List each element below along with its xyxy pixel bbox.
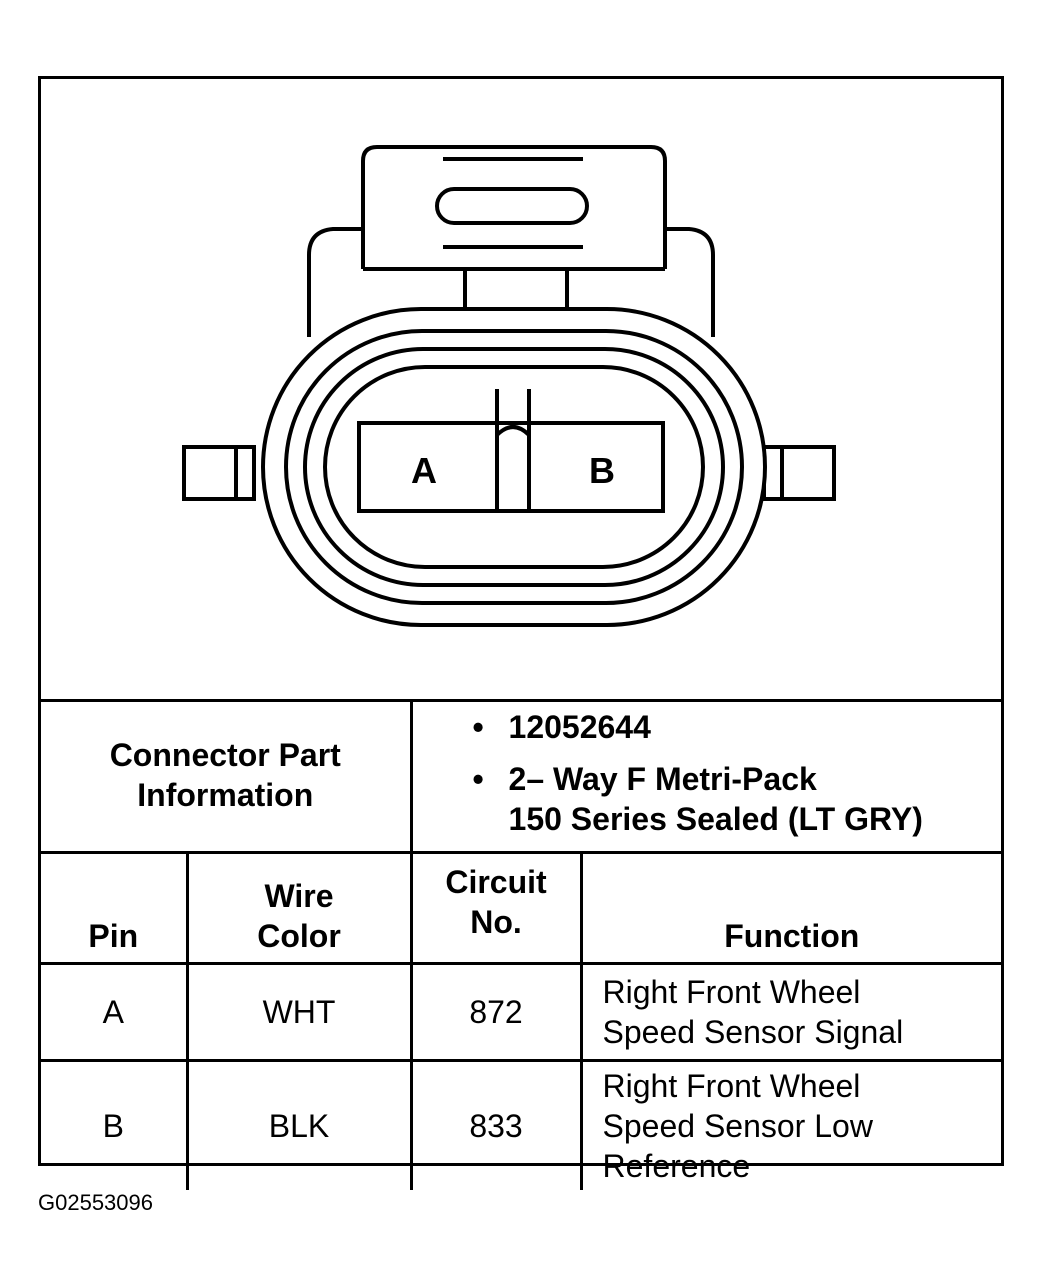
part-info-values [411, 699, 1001, 853]
header-wire-line2: Color [257, 918, 341, 954]
connector-figure-frame [38, 76, 1004, 1184]
part-description-item [473, 759, 1002, 839]
header-wire-line1: Wire [264, 878, 334, 914]
function-line: Speed Sensor Low [602, 1108, 873, 1144]
wire-color-cell: WHT [187, 964, 411, 1061]
pin-cell: B [41, 1061, 187, 1191]
table-row [41, 964, 1001, 1061]
header-pin-label: Pin [88, 918, 139, 954]
side-tab-left [184, 447, 254, 499]
pin-cell: A [41, 964, 187, 1061]
wire-color-cell: BLK [187, 1061, 411, 1191]
header-pin [41, 853, 187, 964]
header-row [41, 853, 1001, 964]
function-line: Speed Sensor Signal [602, 1014, 904, 1050]
connector-info-table [41, 699, 1001, 1190]
part-description-line1: 2– Way F Metri-Pack [508, 761, 817, 797]
table-row [41, 1061, 1001, 1191]
circuit-cell: 833 [411, 1061, 581, 1191]
header-wire-color [187, 853, 411, 964]
lock-ear-right [665, 229, 713, 337]
tab-slot [437, 189, 587, 223]
function-cell [581, 964, 1001, 1061]
bullet-icon: • [472, 761, 484, 797]
housing-outer [263, 309, 765, 625]
part-number: 12052644 [508, 709, 651, 745]
part-info-label [41, 699, 411, 853]
side-tab-right [764, 447, 834, 499]
bullet-icon: • [472, 709, 484, 745]
function-line: Right Front Wheel [602, 974, 861, 1010]
part-number-item [473, 707, 1002, 747]
cavity-label-a: A [411, 450, 437, 491]
part-info-row [41, 699, 1001, 853]
lock-ear-left [309, 229, 363, 337]
connector-drawing [41, 79, 1001, 702]
part-info-label-line1: Connector Part [109, 737, 341, 773]
locking-tab [363, 147, 665, 269]
header-circuit [411, 853, 581, 964]
cavity-label-b: B [589, 450, 615, 491]
function-line: Right Front Wheel [602, 1068, 861, 1104]
header-circuit-line1: Circuit [445, 864, 547, 900]
header-function [581, 853, 1001, 964]
header-function-label: Function [724, 918, 860, 954]
figure-id: G02553096 [38, 1190, 153, 1215]
connector-face-view [41, 79, 1001, 699]
circuit-cell: 872 [411, 964, 581, 1061]
header-circuit-line2: No. [470, 904, 522, 940]
part-info-label-line2: Information [137, 777, 314, 813]
function-cell [581, 1061, 1001, 1191]
part-description-line2: 150 Series Sealed (LT GRY) [508, 801, 923, 837]
function-line: Reference [602, 1148, 751, 1184]
